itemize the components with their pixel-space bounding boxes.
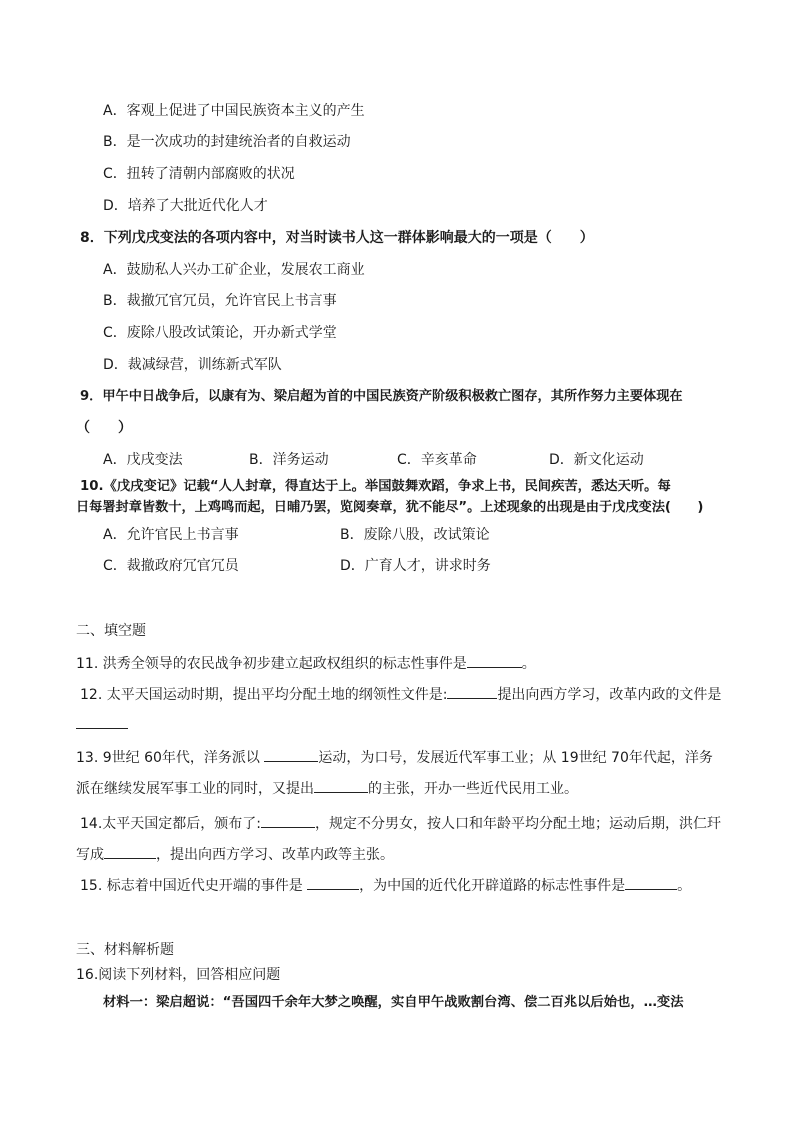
q14-text-b: ，规定不分男女，按人口和年龄平均分配土地；运动后期，洪仁玕 [314, 816, 721, 832]
q11-text: 11. 洪秀全领导的农民战争初步建立起政权组织的标志性事件是 [76, 656, 467, 672]
q16-material-1: 材料一：梁启超说：“吾国四千余年大梦之唤醒，实自甲午战败割台湾、偿二百兆以后始也，…变法 [103, 995, 684, 1010]
q12 [80, 684, 721, 705]
q14-blank-1[interactable] [261, 813, 315, 828]
q8-option-a: A．鼓励私人兴办工矿企业，发展农工商业 [103, 262, 365, 278]
q10-option-c: C．裁撤政府冗官冗员 [103, 558, 239, 574]
q10-stem-line2: 日每署封章皆数十，上鸡鸣而起，日晡乃罢，览阅奏章，犹不能尽”。上述现象的出现是由于戊戌变法( ) [76, 500, 704, 515]
q14-text-c: 写成 [76, 847, 104, 863]
q13-line2 [76, 778, 578, 799]
q12-text: 12. 太平天国运动时期，提出平均分配土地的纲领性文件是: [80, 687, 448, 703]
q13-blank-2[interactable] [314, 778, 368, 793]
section2-title: 二、填空题 [76, 623, 146, 639]
q9-option-b: B．洋务运动 [249, 452, 329, 468]
q12-text-middle: 提出向西方学习，改革内政的文件是 [497, 687, 722, 703]
q8-option-c: C．废除八股改试策论，开办新式学堂 [103, 325, 337, 341]
q9-option-c: C．辛亥革命 [397, 452, 477, 468]
q15-blank-1[interactable] [307, 875, 359, 890]
q13-line1 [76, 747, 713, 768]
q13-blank-1[interactable] [264, 747, 318, 762]
q12-line2 [76, 714, 128, 735]
q9-stem-line1: 9．甲午中日战争后，以康有为、梁启超为首的中国民族资产阶级积极救亡图存，其所作努力主要体现在 [80, 389, 683, 404]
q14-text-a: 14.太平天国定都后，颁布了: [80, 816, 261, 832]
q14-line2 [76, 844, 394, 865]
q7-option-d: D．培养了大批近代化人才 [103, 198, 268, 214]
q12-blank-1[interactable] [447, 684, 497, 699]
q14-blank-2[interactable] [104, 844, 156, 859]
q8-stem: 8．下列戊戌变法的各项内容中，对当时读书人这一群体影响最大的一项是（ ） [80, 230, 594, 246]
q8-option-d: D．裁减绿营，训练新式军队 [103, 357, 282, 373]
q7-option-c: C．扭转了清朝内部腐败的状况 [103, 166, 295, 182]
q10-option-a: A．允许官民上书言事 [103, 527, 239, 543]
q15-blank-2[interactable] [625, 875, 677, 890]
q13-text-d: 的主张，开办一些近代民用工业。 [368, 781, 578, 797]
q11-end: 。 [521, 656, 536, 672]
q13-text-b: 运动，为口号，发展近代军事工业；从 19世纪 70年代起，洋务 [318, 750, 713, 766]
q15-text-a: 15. 标志着中国近代史开端的事件是 [80, 878, 308, 894]
q15-text-b: ，为中国的近代化开辟道路的标志性事件是 [359, 878, 626, 894]
q15 [80, 875, 691, 896]
q12-blank-2[interactable] [76, 714, 128, 729]
q11-blank[interactable] [467, 653, 522, 668]
q14-text-d: ，提出向西方学习、改革内政等主张。 [156, 847, 394, 863]
q10-option-b: B．废除八股，改试策论 [340, 527, 490, 543]
q11 [76, 653, 536, 674]
q10-stem-line1: 10.《戊戌变记》记载“人人封章，得直达于上。举国鼓舞欢蹈，争求上书，民间疾苦，悉达天听。每 [80, 479, 671, 494]
q10-option-d: D．广育人才，讲求时务 [340, 558, 491, 574]
q13-text-c: 派在继续发展军事工业的同时，又提出 [76, 781, 314, 797]
q13-text-a: 13. 9世纪 60年代，洋务派以 [76, 750, 265, 766]
q7-option-b: B．是一次成功的封建统治者的自救运动 [103, 134, 351, 150]
q9-stem-line2: （ ） [76, 420, 132, 436]
q9-option-d: D．新文化运动 [549, 452, 644, 468]
q7-option-a: A．客观上促进了中国民族资本主义的产生 [103, 103, 365, 119]
section3-title: 三、材料解析题 [76, 942, 174, 958]
q8-option-b: B．裁撤冗官冗员，允许官民上书言事 [103, 293, 337, 309]
q14-line1 [80, 813, 721, 834]
q15-text-c: 。 [677, 878, 692, 894]
q9-option-a: A．戊戌变法 [103, 452, 183, 468]
q16-prompt: 16.阅读下列材料，回答相应问题 [76, 967, 281, 983]
